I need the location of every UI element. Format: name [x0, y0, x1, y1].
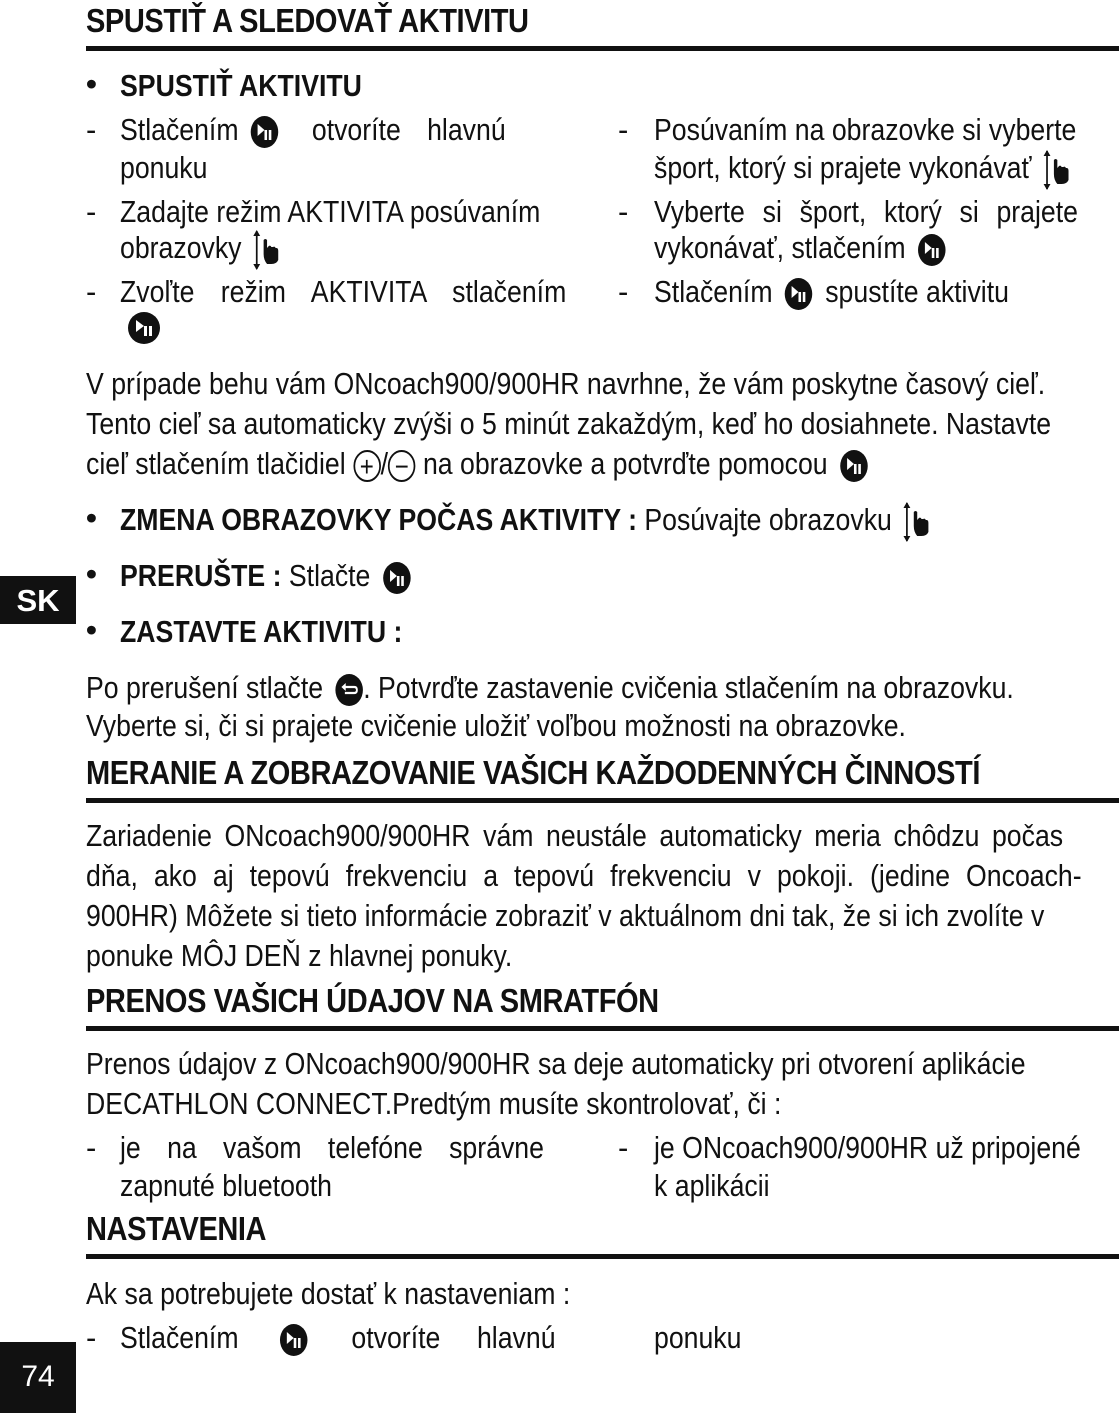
- item-text: Stlačením: [120, 112, 239, 147]
- settings-item-cont: ponuku: [654, 1320, 742, 1355]
- paragraph-line: Vyberte si, či si prajete cvičenie uložiť voľbou možnosti na obrazovke.: [86, 708, 906, 743]
- section-title-settings: NASTAVENIA: [86, 1210, 267, 1247]
- change-screen-line: [120, 500, 934, 544]
- transfer-left-item-cont: zapnuté bluetooth: [120, 1168, 332, 1203]
- dash: -: [86, 274, 97, 309]
- paragraph-text: . Potvrďte zastavenie cvičenia stlačením na obrazovku.: [363, 670, 1014, 705]
- dash: -: [86, 1130, 97, 1165]
- paragraph-line: [86, 668, 1118, 708]
- start-left-item-1: [120, 110, 584, 150]
- stop-label: ZASTAVTE AKTIVITU :: [120, 614, 403, 649]
- start-right-item-2-cont: [654, 228, 951, 268]
- play-pause-icon: [918, 234, 946, 266]
- start-left-item-3: Zvoľte režim AKTIVITA stlačením: [120, 274, 567, 309]
- dash: -: [86, 1320, 97, 1355]
- scroll-hand-icon: [252, 228, 280, 272]
- bullet: •: [86, 612, 97, 647]
- paragraph-line: cieľ stlačením tlačidiel + / − na obrazovke a potvrďte pomocou: [86, 444, 1118, 484]
- page-number: 74: [0, 1342, 76, 1413]
- section-title-data-transfer: PRENOS VAŠICH ÚDAJOV NA SMRATFÓN: [86, 982, 659, 1019]
- play-pause-icon: [383, 562, 411, 594]
- paragraph-line: V prípade behu vám ONcoach900/900HR navrhne, že vám poskytne časový cieľ.: [86, 366, 1046, 401]
- play-pause-icon: [128, 312, 160, 344]
- item-text: Stlačením: [654, 274, 773, 309]
- item-text: Stlačením: [120, 1320, 239, 1355]
- pause-label: PRERUŠTE :: [120, 558, 282, 593]
- bullet: •: [86, 556, 97, 591]
- language-tab: SK: [0, 576, 76, 624]
- paragraph-line: DECATHLON CONNECT.Predtým musíte skontrolovať, či :: [86, 1086, 782, 1121]
- item-text: obrazovky: [120, 230, 242, 266]
- paragraph-text: cieľ stlačením tlačidiel: [86, 446, 346, 481]
- dash: -: [86, 194, 97, 229]
- change-screen-label: ZMENA OBRAZOVKY POČAS AKTIVITY :: [120, 502, 637, 538]
- start-left-item-2: Zadajte režim AKTIVITA posúvaním: [120, 194, 541, 229]
- start-left-item-1-cont: ponuku: [120, 150, 208, 185]
- bullet: •: [86, 500, 97, 535]
- paragraph-line: 900HR) Môžete si tieto informácie zobraziť v aktuálnom dni tak, že si ich zvolíte v: [86, 898, 1045, 933]
- transfer-left-item: je na vašom telefóne správne: [120, 1130, 544, 1165]
- item-text: spustíte aktivitu: [825, 274, 1009, 309]
- dash: -: [86, 112, 97, 147]
- dash: -: [618, 194, 629, 229]
- play-pause-icon: [251, 116, 279, 148]
- start-activity-heading: SPUSTIŤ AKTIVITU: [120, 68, 362, 103]
- bullet: •: [86, 66, 97, 101]
- item-text: vykonávať, stlačením: [654, 230, 906, 265]
- item-text: otvoríte hlavnú: [351, 1320, 556, 1355]
- section-divider: [86, 1026, 1119, 1031]
- paragraph-line: dňa, ako aj tepovú frekvenciu a tepovú frekvenciu v pokoji. (jedine Oncoach-: [86, 858, 1082, 893]
- paragraph-text: Po prerušení stlačte: [86, 670, 324, 705]
- transfer-right-item: je ONcoach900/900HR už pripojené: [654, 1130, 1081, 1165]
- start-right-item-1: Posúvaním na obrazovke si vyberte: [654, 112, 1077, 147]
- plus-button-icon: +: [353, 450, 381, 482]
- paragraph-line: Tento cieľ sa automaticky zvýši o 5 minút zakaždým, keď ho dosiahnete. Nastavte: [86, 406, 1052, 441]
- section-divider: [86, 46, 1119, 51]
- back-icon: [336, 674, 364, 706]
- play-pause-icon: [280, 1324, 308, 1356]
- settings-item: [120, 1318, 584, 1358]
- start-left-item-2-cont: [120, 228, 283, 272]
- start-right-item-1-cont: [654, 148, 1073, 192]
- section-divider: [86, 798, 1119, 803]
- change-screen-text: Posúvajte obrazovku: [644, 502, 892, 538]
- scroll-hand-icon: [903, 500, 931, 544]
- pause-text: Stlačte: [288, 558, 371, 593]
- section-title-start-activity: SPUSTIŤ A SLEDOVAŤ AKTIVITU: [86, 2, 529, 39]
- scroll-hand-icon: [1042, 148, 1070, 192]
- section-divider: [86, 1254, 1119, 1259]
- start-right-item-2: Vyberte si šport, ktorý si prajete: [654, 194, 1079, 229]
- item-text: otvoríte hlavnú: [311, 112, 506, 147]
- item-text: šport, ktorý si prajete vykonávať: [654, 150, 1032, 186]
- paragraph-line: ponuke MÔJ DEŇ z hlavnej ponuky.: [86, 938, 513, 973]
- paragraph-line: Ak sa potrebujete dostať k nastaveniam :: [86, 1276, 571, 1311]
- pause-line: [120, 556, 416, 596]
- transfer-right-item-cont: k aplikácii: [654, 1168, 770, 1203]
- dash: -: [618, 112, 629, 147]
- dash: -: [618, 1130, 629, 1165]
- start-right-item-3: [654, 272, 1009, 312]
- play-pause-icon: [840, 450, 868, 482]
- paragraph-line: Zariadenie ONcoach900/900HR vám neustále automaticky meria chôdzu počas: [86, 818, 1064, 853]
- minus-button-icon: −: [388, 450, 416, 482]
- paragraph-text: na obrazovke a potvrďte pomocou: [422, 446, 828, 481]
- section-title-daily-activity: MERANIE A ZOBRAZOVANIE VAŠICH KAŽDODENNÝCH ČINNOSTÍ: [86, 754, 980, 791]
- play-pause-icon: [785, 278, 813, 310]
- dash: -: [618, 274, 629, 309]
- paragraph-line: Prenos údajov z ONcoach900/900HR sa deje automaticky pri otvorení aplikácie: [86, 1046, 1026, 1081]
